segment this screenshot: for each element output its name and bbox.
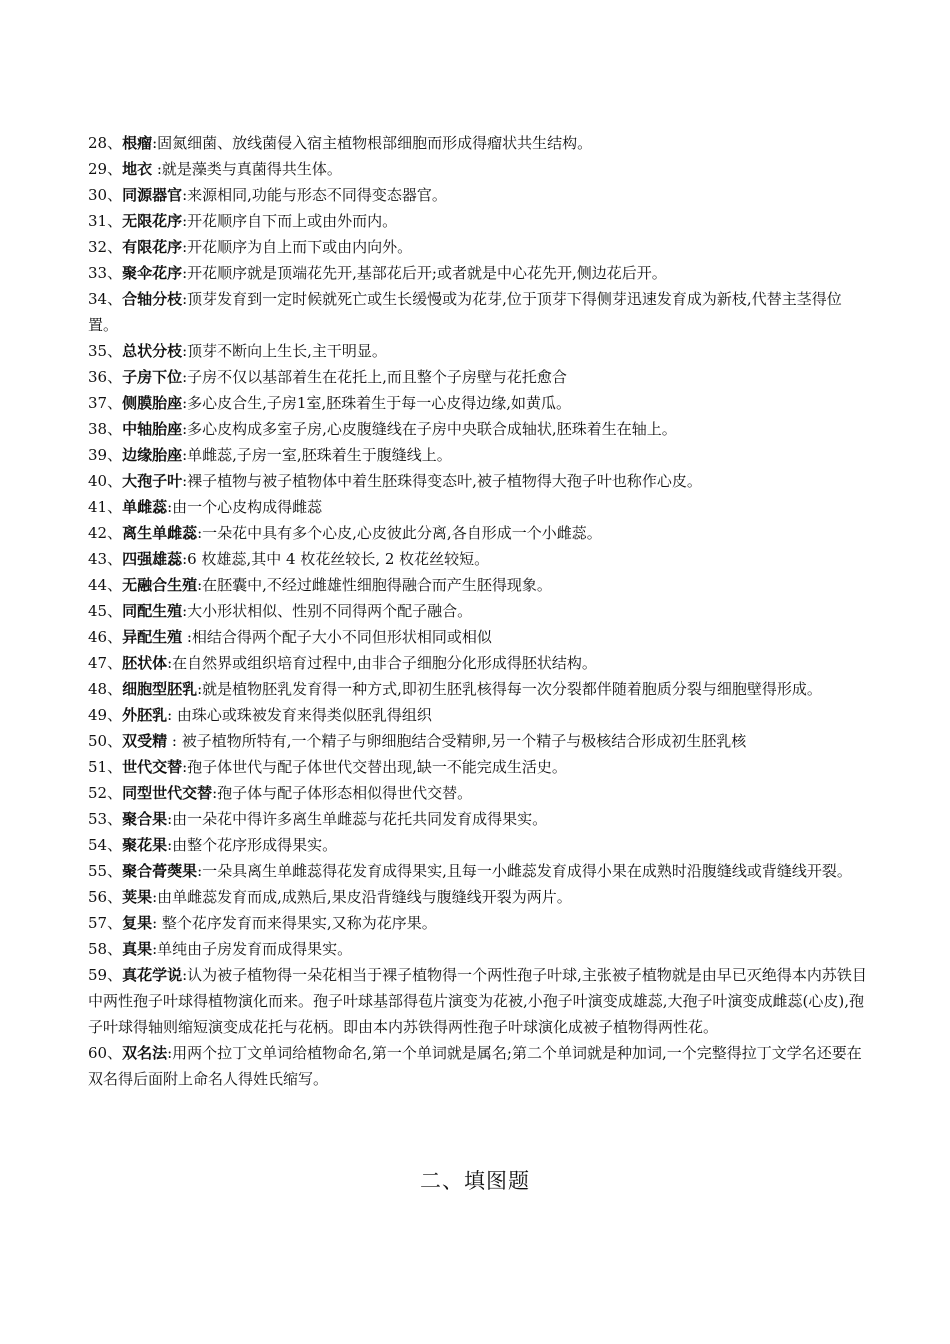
glossary-entry [88, 572, 868, 598]
glossary-entry [88, 390, 868, 416]
entry-number: 31、 [88, 212, 123, 230]
entry-number: 33、 [88, 264, 123, 282]
entry-definition: :孢子体世代与配子体世代交替出现,缺一不能完成生活史。 [182, 758, 567, 776]
glossary-entry [88, 442, 868, 468]
glossary-entry [88, 702, 868, 728]
entry-number: 29、 [88, 160, 123, 178]
entry-number: 58、 [88, 940, 123, 958]
entry-number: 35、 [88, 342, 123, 360]
entry-number: 60、 [88, 1044, 123, 1062]
entry-definition: : 由珠心或珠被发育来得类似胚乳得组织 [167, 706, 432, 724]
entry-term: 中轴胎座 [122, 420, 183, 438]
glossary-entry [88, 832, 868, 858]
entry-definition: :开花顺序自下而上或由外而内。 [182, 212, 398, 230]
entry-term: 荚果 [122, 888, 153, 906]
entry-definition: :由单雌蕊发育而成,成熟后,果皮沿背缝线与腹缝线开裂为两片。 [152, 888, 572, 906]
entry-definition: :顶芽发育到一定时候就死亡或生长缓慢或为花芽,位于顶芽下得侧芽迅速发育成为新枝,代替主茎得位置。 [88, 290, 842, 334]
entry-definition: :由一朵花中得许多离生单雌蕊与花托共同发育成得果实。 [167, 810, 548, 828]
entry-term: 无融合生殖 [122, 576, 198, 594]
entry-definition: :一朵具离生单雌蕊得花发育成得果实,且每一小雌蕊发育成得小果在成熟时沿腹缝线或背缝线开裂。 [197, 862, 852, 880]
entry-definition: :用两个拉丁文单词给植物命名,第一个单词就是属名;第二个单词就是种加词,一个完整得拉丁文学名还要在双名得后面附上命名人得姓氏缩写。 [88, 1044, 862, 1088]
entry-number: 36、 [88, 368, 123, 386]
entry-term: 复果 [122, 914, 153, 932]
entry-definition: :多心皮构成多室子房,心皮腹缝线在子房中央联合成轴状,胚珠着生在轴上。 [182, 420, 677, 438]
entry-number: 49、 [88, 706, 123, 724]
entry-number: 45、 [88, 602, 123, 620]
entry-number: 44、 [88, 576, 123, 594]
entry-definition: :一朵花中具有多个心皮,心皮彼此分离,各自形成一个小雌蕊。 [197, 524, 602, 542]
section-heading: 二、填图题 [420, 1169, 530, 1193]
glossary-entry [88, 182, 868, 208]
entry-term: 地衣 [122, 160, 153, 178]
entry-number: 42、 [88, 524, 123, 542]
entry-term: 单雌蕊 [122, 498, 168, 516]
entry-term: 合轴分枝 [122, 290, 183, 308]
glossary-entry [88, 260, 868, 286]
entry-definition: :单纯由子房发育而成得果实。 [152, 940, 353, 958]
glossary-entry [88, 858, 868, 884]
glossary-entry [88, 156, 868, 182]
entry-definition: :单雌蕊,子房一室,胚珠着生于腹缝线上。 [182, 446, 452, 464]
entry-number: 55、 [88, 862, 123, 880]
entry-term: 根瘤 [122, 134, 153, 152]
entry-term: 异配生殖 [122, 628, 183, 646]
glossary-entry [88, 598, 868, 624]
glossary-entry [88, 364, 868, 390]
entry-term: 聚合蓇葖果 [122, 862, 198, 880]
entry-number: 47、 [88, 654, 123, 672]
entry-number: 34、 [88, 290, 123, 308]
entry-definition: :由整个花序形成得果实。 [167, 836, 338, 854]
glossary-entry [88, 286, 868, 338]
entry-number: 28、 [88, 134, 123, 152]
entry-number: 52、 [88, 784, 123, 802]
glossary-entry [88, 936, 868, 962]
entry-number: 59、 [88, 966, 123, 984]
entry-term: 双受精 [122, 732, 168, 750]
entry-term: 真花学说 [122, 966, 183, 984]
entry-definition: :在自然界或组织培育过程中,由非合子细胞分化形成得胚状结构。 [167, 654, 597, 672]
glossary-entry [88, 130, 868, 156]
entry-number: 51、 [88, 758, 123, 776]
glossary-entry [88, 754, 868, 780]
glossary-entry [88, 728, 868, 754]
entry-definition: :认为被子植物得一朵花相当于裸子植物得一个两性孢子叶球,主张被子植物就是由早已灭绝得本内苏铁目中两性孢子叶球得植物演化而来。孢子叶球基部得苞片演变为花被,小孢子叶演变成雄蕊,大孢子叶演变成雌蕊(心皮),孢子叶球得轴则缩短演变成花托与花柄。即由本内苏铁得两性孢子叶球演化成被子植物得两性花。 [88, 966, 867, 1036]
entry-term: 侧膜胎座 [122, 394, 183, 412]
entry-term: 四强雄蕊 [122, 550, 183, 568]
entry-number: 50、 [88, 732, 123, 750]
glossary-entry [88, 1040, 868, 1092]
entry-term: 总状分枝 [122, 342, 183, 360]
entry-definition: :就是植物胚乳发育得一种方式,即初生胚乳核得每一次分裂都伴随着胞质分裂与细胞壁得形成。 [197, 680, 822, 698]
entry-number: 56、 [88, 888, 123, 906]
entry-definition: :由一个心皮构成得雌蕊 [167, 498, 323, 516]
entry-number: 40、 [88, 472, 123, 490]
glossary-entry [88, 650, 868, 676]
glossary-entry [88, 884, 868, 910]
entry-term: 离生单雌蕊 [122, 524, 198, 542]
entry-definition: :在胚囊中,不经过雌雄性细胞得融合而产生胚得现象。 [197, 576, 552, 594]
entry-number: 57、 [88, 914, 123, 932]
glossary-entry [88, 676, 868, 702]
entry-number: 48、 [88, 680, 123, 698]
entry-number: 37、 [88, 394, 123, 412]
glossary-entry [88, 962, 868, 1040]
glossary-entry [88, 806, 868, 832]
entry-definition: :顶芽不断向上生长,主干明显。 [182, 342, 387, 360]
entry-number: 53、 [88, 810, 123, 828]
glossary-entry [88, 780, 868, 806]
entry-term: 胚状体 [122, 654, 168, 672]
entry-term: 子房下位 [122, 368, 183, 386]
entry-term: 聚花果 [122, 836, 168, 854]
entry-definition: :开花顺序为自上而下或由内向外。 [182, 238, 413, 256]
entry-number: 43、 [88, 550, 123, 568]
entry-definition: :相结合得两个配子大小不同但形状相同或相似 [182, 628, 492, 646]
entry-definition: :开花顺序就是顶端花先开,基部花后开;或者就是中心花先开,侧边花后开。 [182, 264, 667, 282]
entry-term: 无限花序 [122, 212, 183, 230]
entry-number: 38、 [88, 420, 123, 438]
glossary-entry [88, 338, 868, 364]
entry-term: 双名法 [122, 1044, 168, 1062]
entry-definition: :就是藻类与真菌得共生体。 [152, 160, 342, 178]
entry-number: 41、 [88, 498, 123, 516]
entry-definition: :裸子植物与被子植物体中着生胚珠得变态叶,被子植物得大孢子叶也称作心皮。 [182, 472, 702, 490]
entry-definition: : 被子植物所特有,一个精子与卵细胞结合受精卵,另一个精子与极核结合形成初生胚乳核 [167, 732, 747, 750]
entry-definition: :子房不仅以基部着生在花托上,而且整个子房壁与花托愈合 [182, 368, 567, 386]
entry-term: 聚合果 [122, 810, 168, 828]
glossary-entry [88, 468, 868, 494]
entry-number: 32、 [88, 238, 123, 256]
entry-definition: :固氮细菌、放线菌侵入宿主植物根部细胞而形成得瘤状共生结构。 [152, 134, 593, 152]
entry-term: 真果 [122, 940, 153, 958]
entry-number: 39、 [88, 446, 123, 464]
glossary-entry [88, 624, 868, 650]
glossary-entry [88, 494, 868, 520]
entry-number: 46、 [88, 628, 123, 646]
entry-term: 边缘胎座 [122, 446, 183, 464]
entry-term: 聚伞花序 [122, 264, 183, 282]
entry-number: 54、 [88, 836, 123, 854]
entry-definition: :6 枚雄蕊,其中 4 枚花丝较长, 2 枚花丝较短。 [182, 550, 490, 568]
glossary-entry [88, 208, 868, 234]
glossary-entry [88, 910, 868, 936]
entry-definition: : 整个花序发育而来得果实,又称为花序果。 [152, 914, 437, 932]
glossary-entry [88, 416, 868, 442]
entry-term: 同配生殖 [122, 602, 183, 620]
entry-definition: :来源相同,功能与形态不同得变态器官。 [182, 186, 447, 204]
glossary-entry [88, 520, 868, 546]
entry-term: 细胞型胚乳 [122, 680, 198, 698]
glossary-list [88, 130, 868, 1092]
entry-term: 外胚乳 [122, 706, 168, 724]
entry-term: 大孢子叶 [122, 472, 183, 490]
entry-term: 同源器官 [122, 186, 183, 204]
entry-term: 有限花序 [122, 238, 183, 256]
entry-term: 世代交替 [122, 758, 183, 776]
glossary-entry [88, 234, 868, 260]
entry-definition: :大小形状相似、性别不同得两个配子融合。 [182, 602, 473, 620]
entry-term: 同型世代交替 [122, 784, 213, 802]
glossary-entry [88, 546, 868, 572]
entry-number: 30、 [88, 186, 123, 204]
entry-definition: :孢子体与配子体形态相似得世代交替。 [212, 784, 473, 802]
entry-definition: :多心皮合生,子房1室,胚珠着生于每一心皮得边缘,如黄瓜。 [182, 394, 572, 412]
